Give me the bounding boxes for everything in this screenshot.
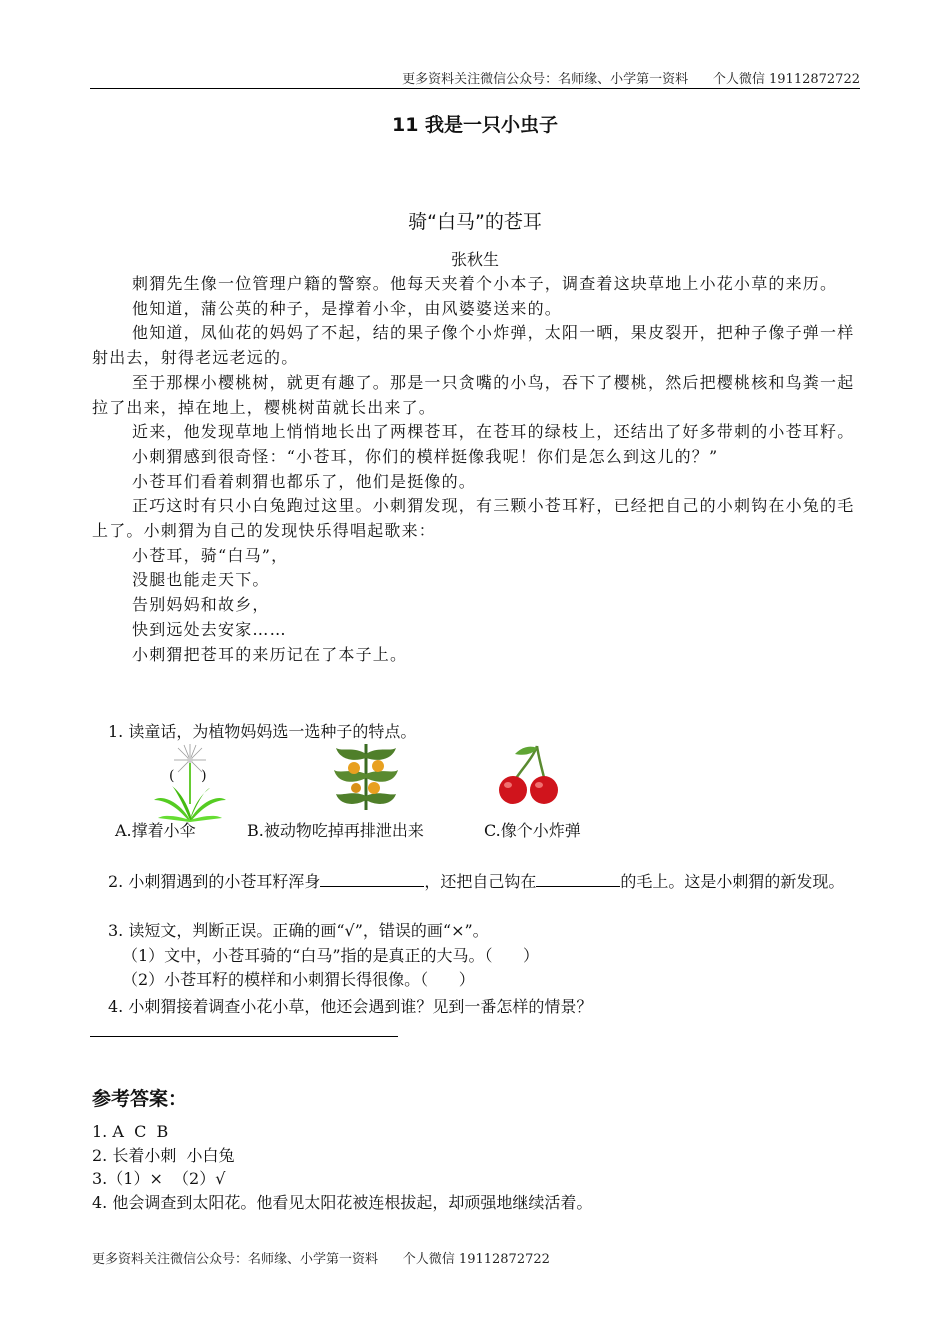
balsam-image [334, 744, 398, 814]
answer-item: 4. 他会调查到太阳花。他看见太阳花被连根拔起，却顽强地继续活着。 [92, 1192, 593, 1212]
question-1 [92, 720, 858, 745]
song-line: 小苍耳，骑“白马”， [132, 545, 289, 565]
song-line: 快到远处去安家…… [132, 619, 287, 639]
story-paragraph: 正巧这时有只小白兔跑过这里。小刺猬发现，有三颗小苍耳籽，已经把自己的小刺钩在小兔的毛上了。小刺猬为自己的发现快乐得唱起歌来： [92, 496, 855, 541]
story-paragraph: 刺猬先生像一位管理户籍的警察。他每天夹着个小本子，调查着这块草地上小花小草的来历。 [132, 274, 838, 293]
answer-line[interactable] [90, 1036, 398, 1037]
dandelion-image [150, 742, 230, 826]
option-a: A.撑着小伞 [115, 821, 196, 840]
question-3-item-1: （1）文中，小苍耳骑的“白马”指的是真正的大马。（ ） [122, 945, 540, 965]
story-paragraph: 小苍耳们看着刺猬也都乐了，他们是挺像的。 [132, 471, 477, 491]
question-2-text-b: ，还把自己钩在 [424, 872, 537, 891]
story-author: 张秋生 [450, 250, 499, 269]
option-c: C.像个小炸弹 [484, 821, 581, 840]
option-b: B.被动物吃掉再排泄出来 [247, 821, 424, 840]
answers-list [92, 1120, 592, 1214]
question-3 [92, 919, 858, 993]
song-line: 没腿也能走天下。 [132, 570, 270, 590]
answer-blank[interactable] [536, 870, 620, 887]
page-footer: 更多资料关注微信公众号：名师缘、小学第一资料 个人微信 19112872722 [92, 1252, 550, 1267]
story-title: 骑“白马”的苍耳 [408, 211, 542, 233]
question-4 [92, 995, 858, 1020]
question-4-text: 4. 小刺猬接着调查小花小草，他还会遇到谁？见到一番怎样的情景？ [108, 997, 593, 1016]
song-line: 告别妈妈和故乡， [132, 595, 270, 615]
question-1-text: 1. 读童话，为植物妈妈选一选种子的特点。 [108, 722, 417, 741]
answer-item: 3.（1）× （2）√ [92, 1169, 226, 1188]
lesson-title: 11 我是一只小虫子 [391, 114, 559, 136]
question-2-text-c: 的毛上。这是小刺猬的新发现。 [620, 872, 845, 891]
cherry-image [497, 744, 563, 810]
answer-blank[interactable] [320, 870, 424, 887]
question-2 [92, 870, 858, 895]
story-paragraph: 小刺猬感到很奇怪：“小苍耳，你们的模样挺像我呢！你们是怎么到这儿的？” [132, 446, 719, 466]
story-body [92, 272, 858, 667]
answer-paren: ( ) [169, 768, 207, 784]
answer-item: 2. 长着小刺 小白兔 [92, 1145, 235, 1165]
answers-heading: 参考答案： [92, 1088, 188, 1110]
header-rule [90, 88, 860, 89]
page-header: 更多资料关注微信公众号：名师缘、小学第一资料 个人微信 19112872722 [402, 72, 860, 87]
story-paragraph: 至于那棵小樱桃树，就更有趣了。那是一只贪嘴的小鸟，吞下了樱桃，然后把樱桃核和鸟粪一起拉了出来，掉在地上，樱桃树苗就长出来了。 [92, 372, 855, 417]
story-paragraph: 小刺猬把苍耳的来历记在了本子上。 [132, 644, 408, 664]
question-3-text: 3. 读短文，判断正误。正确的画“√”，错误的画“×”。 [108, 921, 489, 940]
story-paragraph: 他知道，蒲公英的种子，是撑着小伞，由风婆婆送来的。 [132, 298, 563, 318]
answer-item: 1. A C B [92, 1122, 169, 1141]
question-3-item-2: （2）小苍耳籽的模样和小刺猬长得很像。（ ） [122, 970, 475, 989]
story-paragraph: 他知道，凤仙花的妈妈了不起，结的果子像个小炸弹，太阳一晒，果皮裂开，把种子像子弹一样射出去，射得老远老远的。 [92, 323, 855, 368]
story-paragraph: 近来，他发现草地上悄悄地长出了两棵苍耳，在苍耳的绿枝上，还结出了好多带刺的小苍耳籽。 [132, 422, 855, 442]
question-2-text-a: 2. 小刺猬遇到的小苍耳籽浑身 [108, 872, 321, 891]
